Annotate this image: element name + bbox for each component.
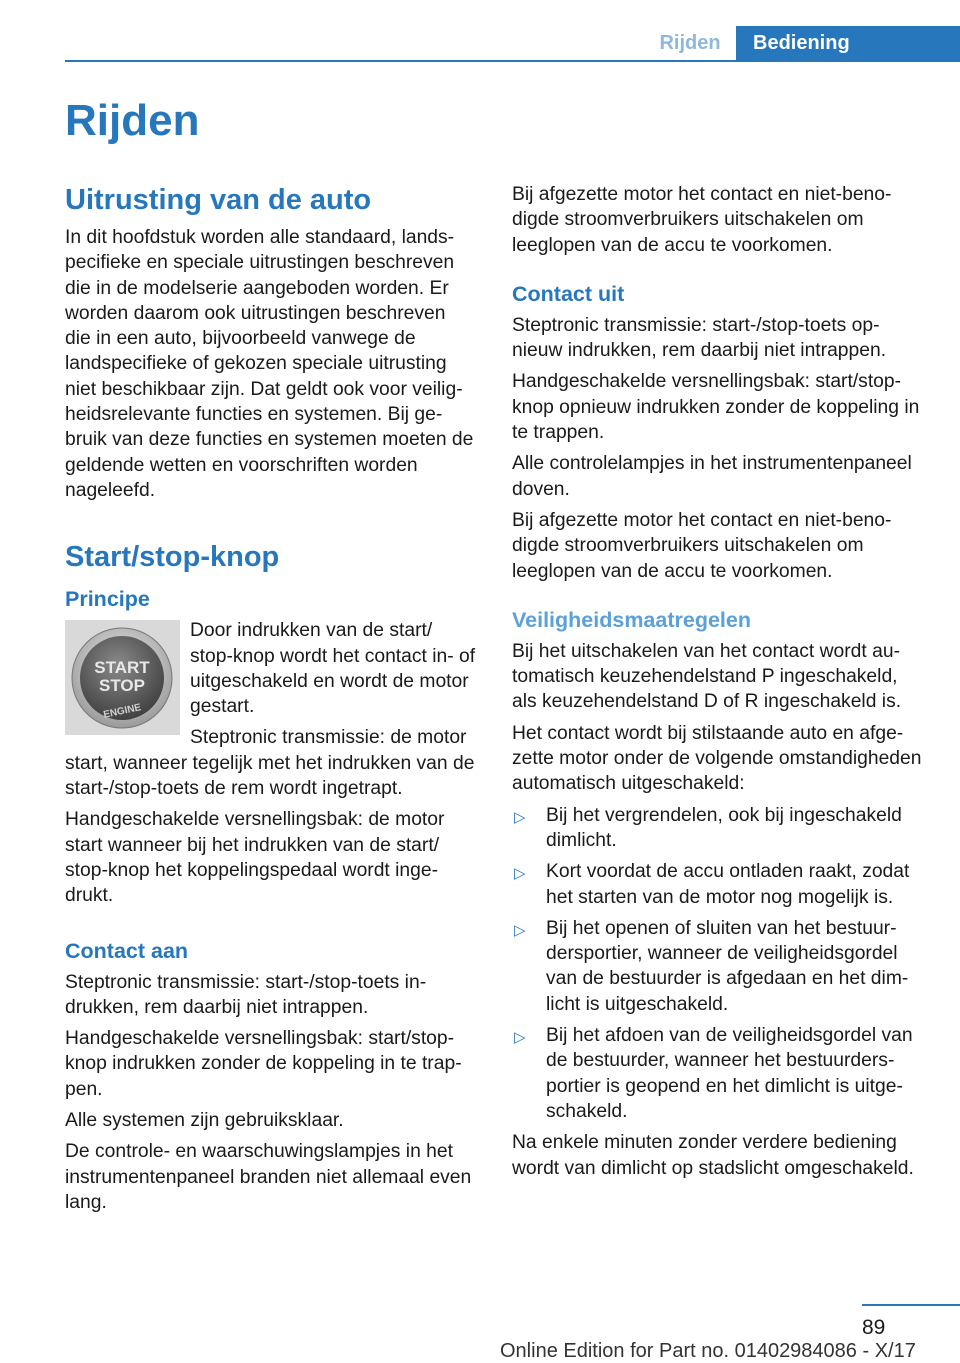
paragraph-principe-3: Handgeschakelde versnellingsbak: de motor start wanneer bij het indrukken van de start/ stop-knop het koppelingspedaal wordt ingedrukt.: [65, 809, 445, 907]
footer-edition: Online Edition for Part no. 01402984086 - X/17: [500, 1340, 916, 1362]
footer-rule: [862, 1304, 960, 1306]
paragraph-veilig-2: Het contact wordt bij stilstaande auto en afgezette motor onder de volgende omstandigheden automatisch uitgeschakeld:: [512, 722, 922, 795]
list-item: ▷ Bij het afdoen van de veiligheidsgordel van de bestuurder, wanneer het bestuurdersportier is geopend en het dimlicht is uitgeschakeld.: [514, 1025, 913, 1122]
heading-principe: Principe: [65, 587, 150, 612]
heading-contact-uit: Contact uit: [512, 281, 625, 306]
paragraph-principe-1: Door indrukken van de start/ stop-knop wordt het contact in- of uitgeschakeld en wordt de motor gestart.: [190, 620, 476, 718]
paragraph-aan-4: De controle- en waarschuwingslampjes in het instrumentenpaneel branden niet allemaal even lang.: [65, 1141, 472, 1213]
heading-veiligheidsmaatregelen: Veiligheidsmaatregelen: [512, 607, 751, 632]
triangle-bullet-icon: ▷: [514, 865, 526, 883]
triangle-bullet-icon: ▷: [514, 921, 526, 939]
heading-uitrusting: Uitrusting van de auto: [65, 184, 372, 216]
paragraph-uit-1: Steptronic transmissie: start-/stop-toets opnieuw indrukken, rem daarbij niet intrappen.: [512, 314, 887, 362]
heading-contact-aan: Contact aan: [65, 938, 189, 963]
start-stop-button-icon: [65, 620, 180, 735]
button-text-engine: ENGINE: [102, 702, 143, 722]
header-section-bediening: Bediening: [736, 26, 960, 62]
paragraph-principe-2: Steptronic transmissie: de motor start, wanneer tegelijk met het indrukken van de start-/stop-toets de rem wordt ingetrapt.: [65, 727, 475, 800]
paragraph-uitrusting: In dit hoofdstuk worden alle standaard, landspecifieke en speciale uitrustingen beschreven die in de modelserie aangeboden worden. Er worden daarom ook uitrustingen beschreven die in een auto, bijvoorbeeld vanwege de landspecifieke of gekozen speciale uitrusting niet beschikbaar zijn. Dat geldt ook voor veiligheidsrelevante functies en systemen. Bij gebruik van deze functies en systemen moeten de geldende wetten en voorschriften worden nageleefd.: [65, 227, 474, 501]
paragraph-uit-4: Bij afgezette motor het contact en niet-benodigde stroomverbruikers uitschakelen om leeglopen van de accu te voorkomen.: [512, 509, 892, 582]
paragraph-aan-3: Alle systemen zijn gebruiksklaar.: [65, 1110, 344, 1132]
list-item: ▷ Bij het openen of sluiten van het bestuurdersportier, wanneer de veiligheidsgordel van de bestuurder is afgedaan en het dimlicht is uitgeschakeld.: [514, 917, 909, 1015]
page-number: 89: [862, 1316, 886, 1339]
list-item: ▷ Bij het vergrendelen, ook bij ingeschakeld dimlicht.: [514, 804, 902, 851]
button-text-stop: STOP: [99, 676, 145, 696]
left-column: [65, 182, 476, 1221]
conditions-list: [512, 803, 923, 1125]
list-item: ▷ Kort voordat de accu ontladen raakt, zodat het starten van de motor nog mogelijk is.: [514, 861, 910, 908]
button-text-start: START: [94, 658, 150, 678]
triangle-bullet-icon: ▷: [514, 1029, 526, 1047]
paragraph-uit-2: Handgeschakelde versnellingsbak: start/stop-knop opnieuw indrukken zonder de koppeling in te trappen.: [512, 371, 920, 444]
triangle-bullet-icon: ▷: [514, 808, 526, 826]
header-rule: [65, 60, 960, 62]
chapter-title: Rijden: [65, 96, 200, 145]
paragraph-right-top: Bij afgezette motor het contact en niet-benodigde stroomverbruikers uitschakelen om leeglopen van de accu te voorkomen.: [512, 184, 892, 256]
right-column: [512, 182, 923, 1187]
heading-start-stop: Start/stop-knop: [65, 541, 280, 574]
paragraph-veilig-3: Na enkele minuten zonder verdere bediening wordt van dimlicht op stadslicht omgeschakeld.: [512, 1132, 914, 1179]
paragraph-aan-2: Handgeschakelde versnellingsbak: start/stop-knop indrukken zonder de koppeling in te trappen.: [65, 1028, 462, 1100]
paragraph-veilig-1: Bij het uitschakelen van het contact wordt automatisch keuzehendelstand P ingeschakeld, als keuzehendelstand D of R ingeschakeld is.: [512, 640, 902, 713]
start-stop-button-image: [65, 620, 180, 735]
paragraph-uit-3: Alle controlelampjes in het instrumentenpaneel doven.: [512, 453, 912, 500]
header-section-rijden: Rijden: [659, 32, 721, 54]
paragraph-aan-1: Steptronic transmissie: start-/stop-toets indrukken, rem daarbij niet intrappen.: [65, 971, 427, 1018]
